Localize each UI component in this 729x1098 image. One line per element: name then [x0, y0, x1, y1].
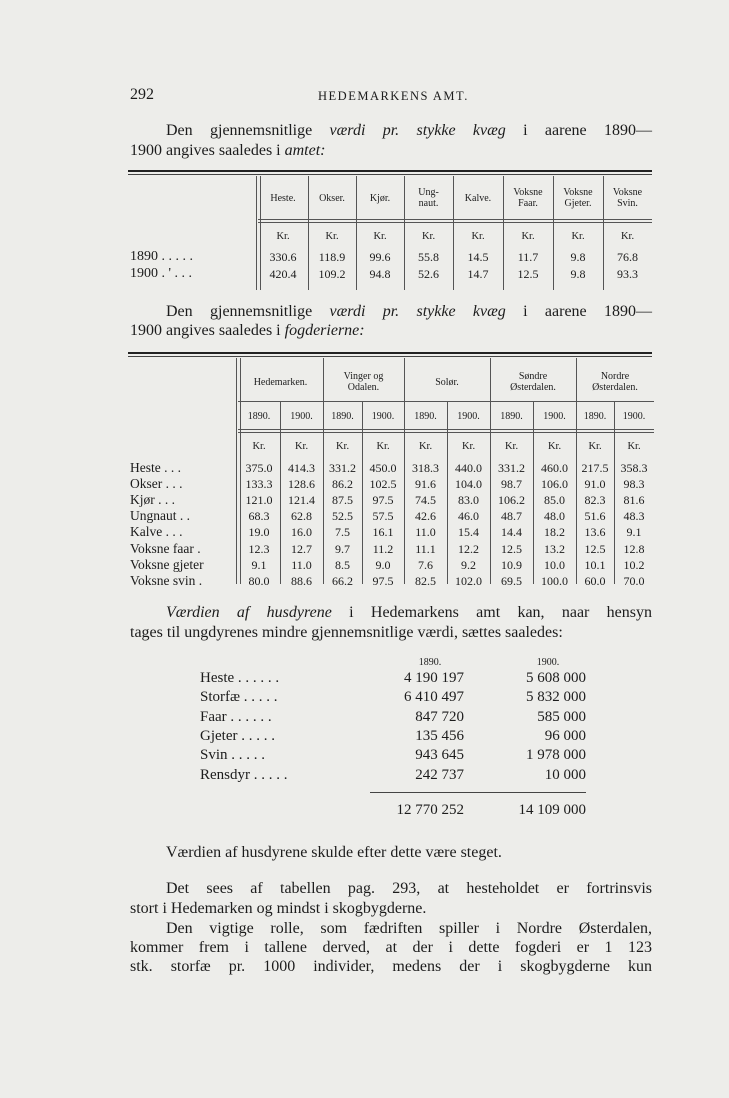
table2-cell: 12.8	[623, 541, 645, 556]
intro1-text-c: 1900 angives saaledes i	[130, 142, 285, 159]
table1-col-divider	[356, 176, 357, 290]
intro1-italic-b: amtet:	[284, 142, 326, 159]
table1-col-header: Kjør.	[369, 193, 391, 204]
table2-col-divider	[490, 358, 491, 584]
intro2-italic-b: fogderierne:	[284, 322, 365, 339]
table1-row-label: 1890 . . . . .	[130, 249, 193, 264]
table3-row-label: Storfæ . . . . .	[200, 689, 278, 706]
table2-unit: Kr.	[376, 441, 390, 452]
table2-cell: 414.3	[288, 461, 315, 475]
table2-cell: 86.2	[332, 477, 353, 492]
table1-cell: 99.6	[369, 250, 391, 264]
closing-line-1	[130, 843, 652, 862]
table2-unit: Kr.	[418, 441, 433, 452]
table3-1890-value: 6 410 497	[404, 689, 464, 706]
table2-cell: 66.2	[332, 573, 353, 588]
table2-unit: Kr.	[335, 441, 350, 452]
table2-cell: 10.9	[501, 557, 522, 572]
intro2-italic-a: værdi pr. stykke kvæg	[329, 303, 506, 320]
table2-cell: 68.3	[248, 509, 270, 524]
closing-para3-l2-text: kommer frem i tallene derved, at der i dette fogderi er 1 123	[130, 939, 652, 956]
closing-para3-l3-text: stk. storfæ pr. 1000 individer, medens der i skogbygderne kun	[130, 958, 652, 975]
table1-cell: 12.5	[517, 267, 539, 281]
table1-cell: 420.4	[269, 267, 297, 281]
table2-cell: 16.0	[291, 525, 312, 540]
table1-cell: 94.8	[369, 267, 391, 281]
table2-cell: 97.5	[372, 493, 394, 508]
table2-unit: Kr.	[547, 441, 562, 452]
table2-col-divider	[614, 402, 615, 584]
table2-cell: 51.6	[584, 509, 606, 524]
table3-row-label: Faar . . . . . .	[200, 708, 272, 725]
table3-1900-value: 585 000	[537, 708, 586, 725]
table2-cell: 121.4	[288, 493, 315, 508]
table3-year-1900: 1900.	[536, 657, 560, 668]
table2-row-label: Kalve . . .	[130, 524, 183, 540]
closing-para3-l1-text: Den vigtige rolle, som fædriften spiller i Nordre Østerdalen,	[166, 920, 652, 937]
table2-cell: 98.3	[623, 477, 645, 492]
table2-col-divider	[404, 358, 405, 584]
table2-cell: 69.5	[501, 573, 522, 588]
table3-1900-value: 1 978 000	[526, 747, 586, 764]
table1-stub-divider	[256, 176, 261, 290]
table2-unit: Kr.	[461, 441, 476, 452]
table2-col-divider	[280, 402, 281, 584]
closing-para3-line2	[130, 938, 652, 957]
intro2-text-b: i aarene 1890—	[505, 303, 652, 320]
closing-para2-line1	[130, 879, 652, 898]
table1-unit: Kr.	[521, 231, 535, 242]
table2-unit: Kr.	[588, 441, 602, 452]
table2-cell: 318.3	[412, 461, 439, 475]
table2-year-header: 1890.	[331, 411, 354, 422]
table2-cell: 18.2	[544, 525, 565, 540]
table1-col-divider	[404, 176, 405, 290]
table2-year-header: 1900.	[290, 411, 313, 422]
table1-col-divider	[503, 176, 504, 290]
closing-para3-line3	[130, 957, 652, 976]
table2-cell: 42.6	[415, 509, 436, 524]
intro2-text-c: 1900 angives saaledes i	[130, 322, 285, 339]
table2-year-header: 1900.	[622, 411, 646, 422]
table2-cell: 450.0	[369, 461, 397, 475]
table2-col-divider	[576, 358, 577, 584]
closing-para3-line1	[130, 919, 652, 938]
intro2-text-a: Den gjennemsnitlige	[166, 303, 330, 320]
table1-cell: 14.5	[467, 250, 489, 264]
running-header: HEDEMARKENS AMT.	[318, 89, 469, 103]
table2-cell: 7.6	[418, 557, 433, 572]
table2-cell: 106.2	[498, 493, 525, 508]
table1-col-header: Voksne Gjeter.	[563, 187, 593, 209]
table2-group-header: Vinger og Odalen.	[343, 371, 384, 393]
table1-top-rule-2	[128, 174, 652, 175]
table2-cell: 12.5	[584, 541, 606, 556]
table1-header-rule	[258, 219, 652, 220]
intro1-italic-a: værdi pr. stykke kvæg	[329, 122, 506, 139]
closing-para2-line2	[130, 899, 652, 918]
table2-col-divider	[323, 358, 324, 584]
intro3-italic-a: Værdien af husdyrene	[166, 604, 332, 621]
table2-cell: 57.5	[372, 509, 394, 524]
table1-header-rule-2	[258, 222, 652, 223]
table2-top-rule-2	[128, 356, 652, 357]
table1-unit: Kr.	[471, 231, 485, 242]
table3-1900-value: 96 000	[544, 727, 586, 744]
intro1-text-a: Den gjennemsnitlige	[166, 122, 330, 139]
table2-cell: 106.0	[541, 477, 568, 492]
table2-cell: 9.0	[375, 557, 391, 572]
table1-col-header: Ung- naut.	[418, 187, 439, 209]
table1-cell: 11.7	[517, 250, 539, 264]
table2-unit: Kr.	[627, 441, 641, 452]
table2-cell: 11.0	[415, 525, 436, 540]
table2-year-header: 1890.	[247, 411, 271, 422]
table1-top-rule	[128, 170, 652, 172]
table2-cell: 91.6	[415, 477, 436, 492]
table1-unit: Kr.	[276, 231, 290, 242]
closing-para2-l1-text: Det sees af tabellen pag. 293, at hesteholdet er fortrinsvis	[166, 880, 652, 897]
intro3-text-a: i Hedemarkens amt kan, naar hensyn	[331, 604, 653, 621]
table2-cell: 12.5	[501, 541, 522, 556]
table2-row-label: Ungnaut . .	[130, 508, 190, 524]
table2-stub-divider	[236, 358, 241, 584]
table2-year-rule-2	[238, 432, 654, 433]
table2-unit: Kr.	[252, 441, 266, 452]
table3-1900-value: 10 000	[544, 766, 586, 783]
table2-cell: 331.2	[329, 461, 356, 475]
table2-cell: 80.0	[248, 573, 270, 588]
table2-cell: 97.5	[372, 573, 394, 588]
table2-cell: 133.3	[245, 477, 273, 492]
table2-col-divider	[447, 402, 448, 584]
table3-1890-value: 943 645	[415, 747, 464, 764]
table2-row-label: Heste . . .	[130, 460, 181, 475]
table2-cell: 9.7	[335, 541, 350, 556]
intro-paragraph-1	[130, 121, 652, 140]
table2-year-header: 1900.	[371, 411, 395, 422]
table3-1890-value: 242 737	[415, 766, 464, 783]
intro-paragraph-1-line2	[130, 141, 652, 160]
table3-year-1890: 1890.	[418, 657, 442, 668]
table2-cell: 15.4	[458, 525, 479, 540]
table1-unit: Kr.	[373, 231, 387, 242]
table3-row-label: Svin . . . . .	[200, 747, 266, 764]
table2-cell: 375.0	[245, 461, 273, 475]
table2-cell: 74.5	[415, 493, 436, 508]
intro-paragraph-2-line2	[130, 321, 652, 340]
table2-cell: 10.2	[623, 557, 645, 572]
table2-cell: 104.0	[455, 477, 482, 492]
table1-unit: Kr.	[620, 231, 635, 242]
table2-cell: 11.1	[415, 541, 436, 556]
table1-col-header: Voksne Faar.	[513, 187, 543, 209]
table2-cell: 14.4	[501, 525, 522, 540]
table1-col-divider	[553, 176, 554, 290]
table1-col-divider	[603, 176, 604, 290]
table2-row-label: Voksne faar .	[130, 540, 201, 556]
table2-cell: 460.0	[541, 461, 568, 475]
table2-cell: 83.0	[458, 493, 479, 508]
table2-cell: 13.6	[584, 525, 606, 540]
table2-cell: 121.0	[245, 493, 273, 508]
intro3-text-b: tages til ungdyrenes mindre gjennemsnitlige værdi, sættes saaledes:	[130, 624, 563, 641]
table2-cell: 81.6	[623, 493, 645, 508]
page-number: 292	[130, 86, 154, 103]
table2-cell: 8.5	[335, 557, 350, 572]
table1-col-divider	[453, 176, 454, 290]
table3-1900-value: 5 608 000	[526, 670, 586, 686]
table2-row-label: Voksne gjeter	[130, 556, 204, 572]
table2-cell: 10.0	[544, 557, 565, 572]
table1-col-header: Kalve.	[464, 193, 492, 204]
table3-row-label: Gjeter . . . . .	[200, 727, 275, 744]
table2-year-rule	[238, 429, 654, 430]
table2-cell: 9.1	[251, 557, 267, 572]
table3-1890-value: 847 720	[415, 708, 464, 725]
table1-col-header: Heste.	[270, 193, 296, 204]
table2-cell: 11.0	[291, 557, 312, 572]
table3-row-label: Rensdyr . . . . .	[200, 766, 288, 783]
table1-col-header: Voksne Svin.	[612, 187, 643, 209]
table2-cell: 60.0	[584, 573, 606, 588]
table2-cell: 12.2	[458, 541, 479, 556]
table2-unit: Kr.	[294, 441, 309, 452]
table3-total-1900: 14 109 000	[518, 802, 586, 818]
table1-cell: 14.7	[467, 267, 489, 281]
table2-cell: 87.5	[332, 493, 353, 508]
table2-cell: 70.0	[623, 573, 645, 588]
intro-paragraph-3-line2	[130, 623, 652, 642]
table3-1890-value: 135 456	[415, 727, 464, 744]
table2-top-rule	[128, 352, 652, 354]
table2-cell: 46.0	[458, 509, 479, 524]
table2-cell: 9.2	[461, 557, 476, 572]
table2-cell: 440.0	[455, 461, 482, 475]
closing-line1-text: Værdien af husdyrene skulde efter dette være steget.	[166, 844, 502, 861]
table2-group-header: Hedemarken.	[253, 377, 308, 388]
table2-cell: 100.0	[541, 573, 568, 588]
table2-cell: 128.6	[288, 477, 315, 492]
table1-cell: 93.3	[617, 267, 638, 281]
table2-cell: 9.1	[626, 525, 642, 540]
table2-col-divider	[362, 402, 363, 584]
table1-row-label: 1900 . ' . . .	[130, 266, 193, 281]
table2-cell: 16.1	[372, 525, 394, 540]
closing-para2-l2-text: stort i Hedemarken og mindst i skogbygderne.	[130, 900, 427, 917]
table2-cell: 12.3	[248, 541, 270, 556]
table2-cell: 11.2	[372, 541, 394, 556]
table2-row-label: Voksne svin .	[130, 572, 203, 588]
table2-cell: 19.0	[248, 525, 270, 540]
table1-unit: Kr.	[571, 231, 585, 242]
table2-year-header: 1890.	[500, 411, 523, 422]
table2-cell: 358.3	[620, 461, 648, 475]
table3-1900-value: 5 832 000	[526, 689, 586, 706]
table2-cell: 331.2	[498, 461, 525, 475]
table2-group-header: Søndre Østerdalen.	[510, 371, 556, 393]
table2-cell: 102.0	[455, 573, 482, 588]
table1-col-divider	[308, 176, 309, 290]
table2-cell: 48.0	[544, 509, 565, 524]
table1-col-header: Okser.	[319, 193, 345, 204]
table2-cell: 7.5	[335, 525, 350, 540]
table2-cell: 88.6	[291, 573, 312, 588]
table1-cell: 330.6	[269, 250, 297, 264]
table2-cell: 217.5	[581, 461, 609, 475]
table3-total-1890: 12 770 252	[396, 802, 464, 818]
table2-cell: 62.8	[291, 509, 312, 524]
table2-cell: 98.7	[501, 477, 522, 492]
intro-paragraph-2	[130, 302, 652, 321]
intro1-text-b: i aarene 1890—	[505, 122, 652, 139]
table1-cell: 9.8	[570, 250, 586, 264]
table3-1890-value: 4 190 197	[404, 670, 464, 686]
table2-cell: 82.5	[415, 573, 436, 588]
table2-cell: 48.3	[623, 509, 645, 524]
table2-cell: 91.0	[584, 477, 606, 492]
intro-paragraph-3	[130, 603, 652, 622]
table1-cell: 55.8	[418, 250, 439, 264]
table2-cell: 48.7	[501, 509, 522, 524]
table2-row-label: Okser . . .	[130, 476, 183, 492]
table2-unit: Kr.	[504, 441, 519, 452]
table2-group-header: Solør.	[435, 377, 459, 388]
table2-year-header: 1900.	[543, 411, 566, 422]
table2-cell: 13.2	[544, 541, 565, 556]
table3-row-label: Heste . . . . . .	[200, 670, 280, 686]
table2-year-header: 1900.	[457, 411, 480, 422]
table3-sum-rule	[370, 792, 586, 793]
table2-year-header: 1890.	[414, 411, 437, 422]
table2-row-label: Kjør . . .	[130, 492, 175, 508]
table1-cell: 9.8	[570, 267, 586, 281]
table2-cell: 85.0	[544, 493, 565, 508]
table1-cell: 109.2	[318, 267, 346, 281]
table2-col-divider	[533, 402, 534, 584]
table2-cell: 52.5	[332, 509, 353, 524]
table1-cell: 76.8	[617, 250, 638, 264]
table2-cell: 82.3	[584, 493, 606, 508]
table2-cell: 10.1	[584, 557, 606, 572]
table1-unit: Kr.	[421, 231, 436, 242]
table2-group-header: Nordre Østerdalen.	[592, 371, 638, 393]
table1-cell: 52.6	[418, 267, 439, 281]
table1-unit: Kr.	[325, 231, 339, 242]
table2-cell: 102.5	[369, 477, 397, 492]
table2-group-rule	[238, 401, 654, 402]
table2-cell: 12.7	[291, 541, 312, 556]
table2-year-header: 1890.	[583, 411, 607, 422]
table1-cell: 118.9	[318, 250, 346, 264]
